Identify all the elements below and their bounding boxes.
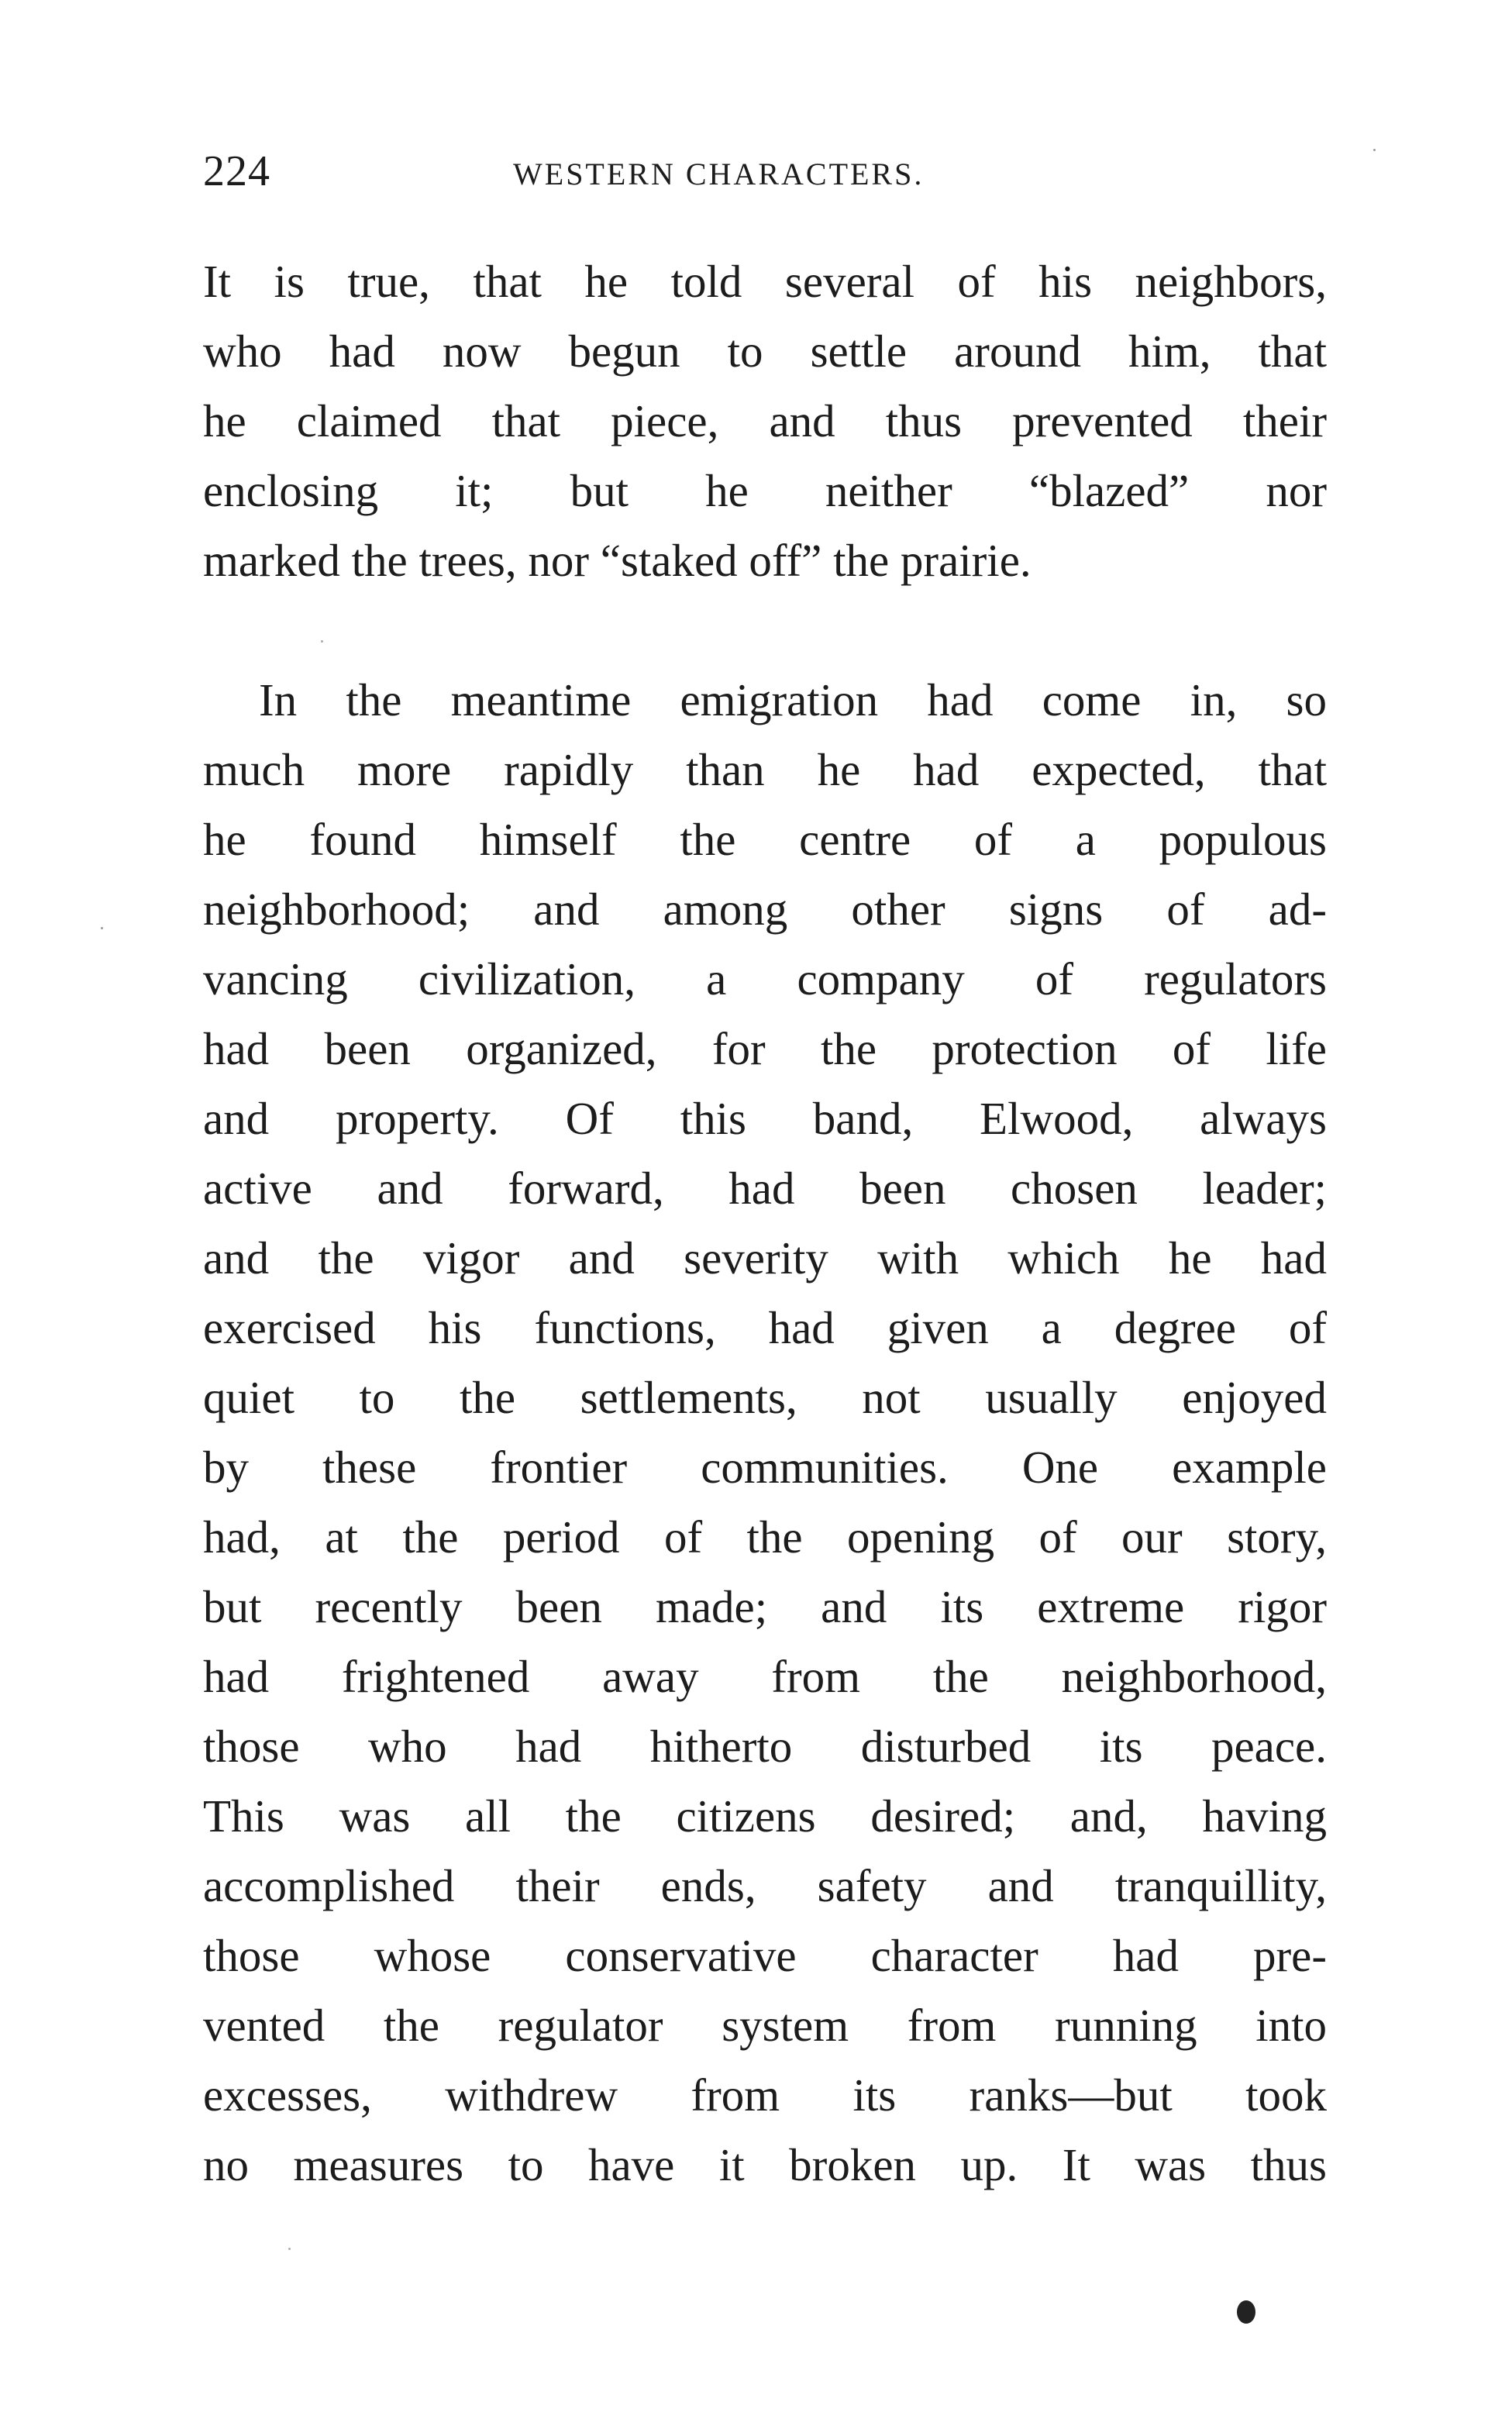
running-title: WESTERN CHARACTERS. — [513, 157, 925, 191]
text-line: had been organized, for the protection of life — [203, 1023, 1327, 1074]
print-speck — [101, 927, 103, 929]
text-line: vancing civilization, a company of regulators — [203, 953, 1327, 1004]
text-line: marked the trees, nor “staked off” the prairie. — [203, 535, 1032, 586]
paragraph-2 — [203, 665, 1327, 2200]
print-speck — [288, 2248, 291, 2250]
text-line: This was all the citizens desired; and, having — [203, 1790, 1327, 1842]
text-line: neighborhood; and among other signs of ad- — [203, 884, 1327, 935]
text-line: quiet to the settlements, not usually enjoyed — [203, 1372, 1327, 1423]
text-line: by these frontier communities. One example — [203, 1442, 1327, 1493]
text-line: and property. Of this band, Elwood, always — [203, 1093, 1327, 1144]
text-line: In the meantime emigration had come in, so — [259, 674, 1327, 725]
text-line: those whose conservative character had pre- — [203, 1930, 1327, 1981]
text-line: exercised his functions, had given a degree of — [203, 1302, 1327, 1353]
paragraph-1 — [203, 246, 1327, 595]
ink-blot — [1237, 2300, 1255, 2324]
text-line: those who had hitherto disturbed its peace. — [203, 1721, 1327, 1772]
text-line: It is true, that he told several of his neighbors, — [203, 256, 1327, 307]
running-head — [203, 144, 1327, 198]
page-number: 224 — [203, 147, 270, 195]
text-line: but recently been made; and its extreme rigor — [203, 1581, 1327, 1632]
text-line: he found himself the centre of a populous — [203, 814, 1327, 865]
text-line: he claimed that piece, and thus prevented their — [203, 395, 1327, 446]
text-line: enclosing it; but he neither “blazed” nor — [203, 465, 1327, 516]
text-line: active and forward, had been chosen leader; — [203, 1163, 1327, 1214]
text-line: no measures to have it broken up. It was thus — [203, 2139, 1327, 2190]
text-line: had frightened away from the neighborhood, — [203, 1651, 1327, 1702]
text-line: excesses, withdrew from its ranks—but took — [203, 2069, 1327, 2121]
text-line: vented the regulator system from running into — [203, 2000, 1327, 2051]
text-line: had, at the period of the opening of our story, — [203, 1511, 1327, 1563]
text-line: and the vigor and severity with which he had — [203, 1232, 1327, 1284]
text-line: much more rapidly than he had expected, that — [203, 744, 1327, 795]
print-speck — [321, 640, 323, 643]
text-line: accomplished their ends, safety and tranquillity, — [203, 1860, 1327, 1911]
text-line: who had now begun to settle around him, that — [203, 326, 1327, 377]
print-speck — [1373, 149, 1376, 151]
